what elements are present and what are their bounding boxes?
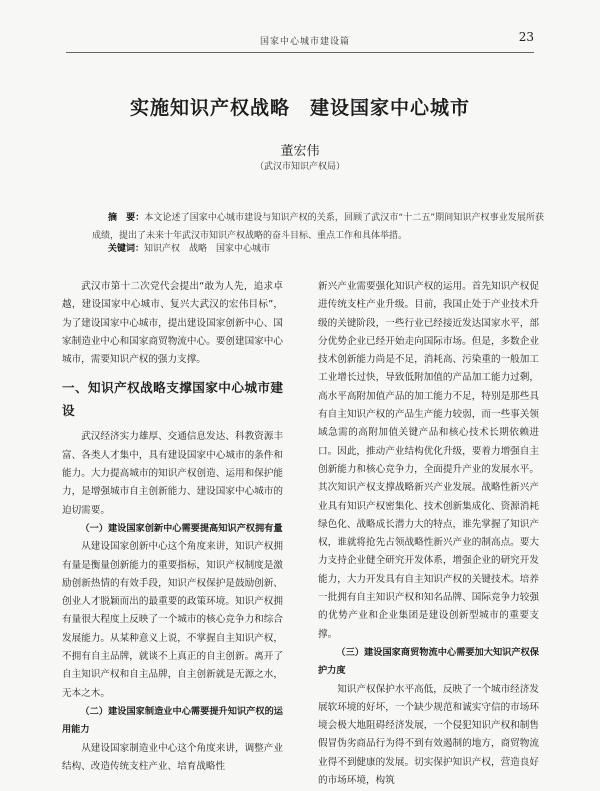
running-head-title: 国家中心城市建设篇 [260, 37, 351, 47]
subsection-2-paragraph-cont: 新兴产业需要强化知识产权的运用。首先知识产权促进传统支柱产业升级。目前，我国止处于产业技术升级的关键阶段，一些行业已经接近发达国家水平，部分优势企业已经开始走向国际市场。但是，多数企业技术创新能力尚是不足，消耗高、污染重的一般加工工业增长过快，导致低附加值的产品加工能力过剩，高水平高附加值产品的加工能力不足，特别是那些具有自主知识产权的产品生产能力较弱，而一些事关领域急需的高附加值关键产品和核心技术长期依赖进口。因此，推动产业结构优化升级，要着力增强自主创新能力和核心竞争力，全面提升产业的发展水平。其次知识产权支撑战略新兴产业发展。战略性新兴产业具有知识产权密集化、技术创新集成化、资源消耗绿色化、战略成长潜力大的特点，谁先掌握了知识产权，谁就将抢先占领战略性新兴产业的制高点。要大力支持企业健全研究开发体系，增强企业的研究开发能力，大力开发具有自主知识产权的关键技术。培养一批拥有自主知识产权和知名品牌、国际竞争力较强的优势产业和企业集团是建设创新型城市的重要支撑。 [318, 281, 539, 640]
subsection-2-paragraph-start: 从建设国家制造业中心这个角度来讲，调整产业结构、改造传统支柱产业、培育战略性 [62, 742, 283, 772]
subsection-heading-2: （二）建设国家制造业中心需要提升知识产权的运用能力 [62, 705, 283, 736]
left-column [62, 278, 283, 776]
abstract [92, 209, 544, 245]
header-rule [66, 52, 534, 53]
abstract-text: 本文论述了国家中心城市建设与知识产权的关系，回顾了武汉市“十二五”期间知识产权事业发展所获成绩，提出了未来十年武汉市知识产权战略的奋斗目标、重点工作和具体举措。 [92, 213, 544, 241]
section-1-paragraph: 武汉经济实力雄厚、交通信息发达、科教资源丰富、各类人才集中，具有建设国家中心城市的条件和能力。大力提高城市的知识产权创造、运用和保护能力，是增强城市自主创新能力、建设国家中心城市的迫切需要。 [62, 431, 283, 516]
abstract-label: 摘 要： [108, 213, 145, 223]
author-name: 董宏伟 [280, 144, 320, 159]
keywords-text: 知识产权 战略 国家中心城市 [144, 244, 271, 254]
page-number: 23 [518, 30, 534, 44]
article-title: 实施知识产权战略 建设国家中心城市 [129, 97, 470, 119]
right-column [318, 278, 539, 790]
keywords [92, 242, 560, 256]
intro-paragraph: 武汉市第十二次党代会提出“敢为人先，追求卓越，建设国家中心城市、复兴大武汉的宏伟目标”，为了建设国家中心城市，提出建设国家创新中心、国家制造业中心和国家商贸物流中心。要创建国家中心城市，需要知识产权的强力支撑。 [62, 281, 283, 366]
author-affiliation: （武汉市知识产权局） [254, 162, 345, 172]
running-head [0, 30, 600, 50]
subsection-3-paragraph: 知识产权保护水平高低，反映了一个城市经济发展软环境的好坏，一个缺少规范和诚实守信的市场环境会极大地阻碍经济发展，一个侵犯知识产权和制售假冒伪劣商品行为得不到有效遏制的地方，商贸物流业得不到健康的发展。切实保护知识产权，营造良好的市场环境，构筑 [318, 683, 539, 787]
subsection-heading-1: （一）建设国家创新中心需要提高知识产权拥有量 [80, 522, 283, 534]
subsection-1-paragraph: 从建设国家创新中心这个角度来讲，知识产权拥有量是衡量创新能力的重要指标，知识产权制度是激励创新热情的有效手段，知识产权保护是鼓励创新、创业人才脱颖而出的最重要的政策环境。知识产权拥有量很大程度上反映了一个城市的核心竞争力和综合发展能力。从某种意义上说，不掌握自主知识产权，不拥有自主品牌，就谈不上真正的自主创新。离开了自主知识产权和自主品牌，自主创新就是无源之水，无本之木。 [62, 541, 283, 699]
section-heading-1: 一、知识产权战略支撑国家中心城市建设 [62, 380, 283, 419]
keywords-label: 关键词： [108, 244, 145, 254]
subsection-heading-3: （三）建设国家商贸物流中心需要加大知识产权保护力度 [318, 646, 539, 677]
